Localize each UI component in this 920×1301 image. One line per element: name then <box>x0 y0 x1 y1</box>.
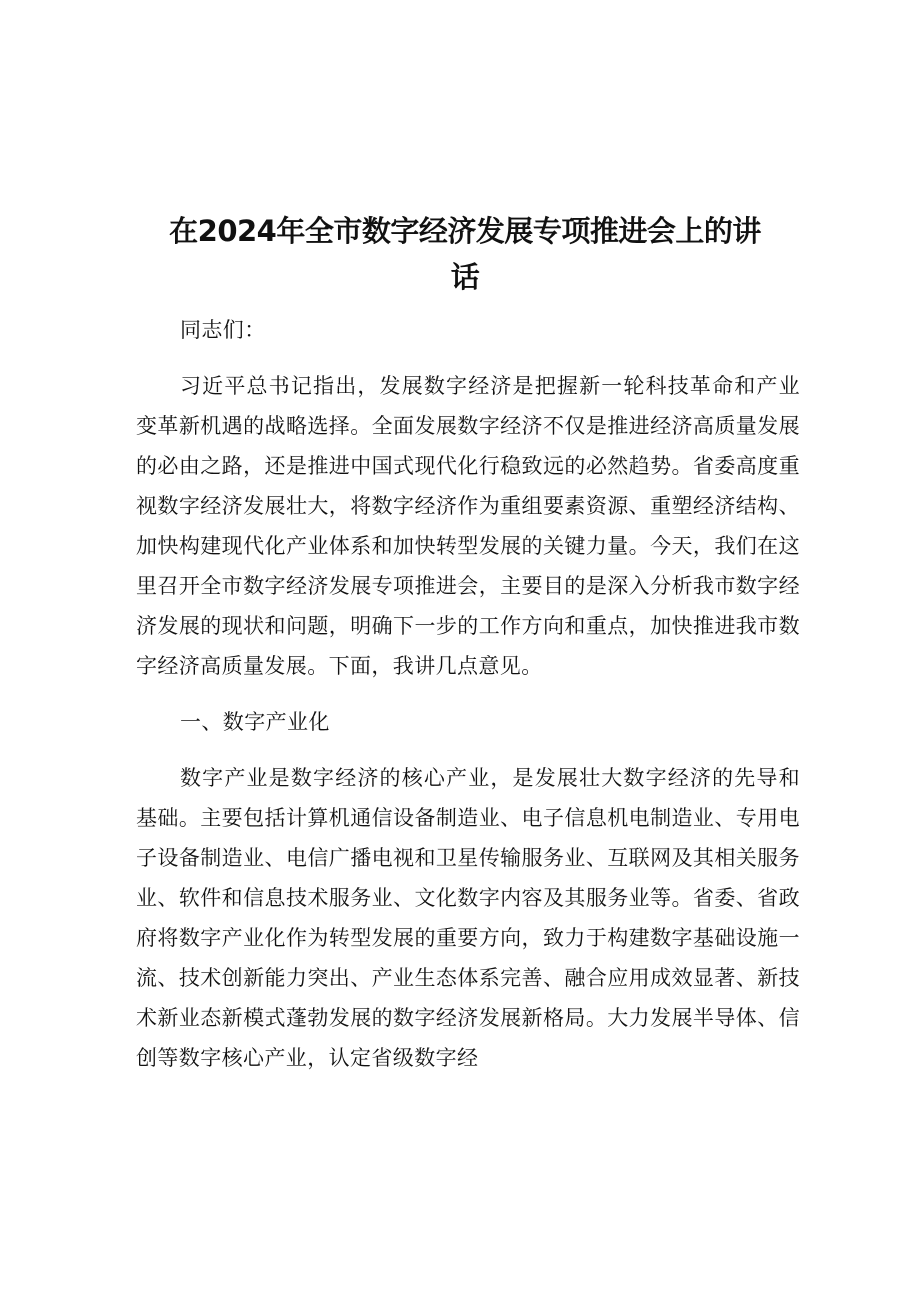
title-line-2: 话 <box>450 260 480 294</box>
document-body <box>136 310 800 1094</box>
title-line-1: 在2024年全市数字经济发展专项推进会上的讲 <box>169 214 761 248</box>
section-heading-1: 一、数字产业化 <box>180 710 330 734</box>
paragraph-intro: 习近平总书记指出，发展数字经济是把握新一轮科技革命和产业变革新机遇的战略选择。全面发展数字经济不仅是推进经济高质量发展的必由之路，还是推进中国式现代化行稳致远的必然趋势。省委高度重视数字经济发展壮大，将数字经济作为重组要素资源、重塑经济结构、加快构建现代化产业体系和加快转型发展的关键力量。今天，我们在这里召开全市数字经济发展专项推进会，主要目的是深入分析我市数字经济发展的现状和问题，明确下一步的工作方向和重点，加快推进我市数字经济高质量发展。下面，我讲几点意见。 <box>136 374 800 678</box>
paragraph-digital-industrialization: 数字产业是数字经济的核心产业，是发展壮大数字经济的先导和基础。主要包括计算机通信设备制造业、电子信息机电制造业、专用电子设备制造业、电信广播电视和卫星传输服务业、互联网及其相关服务业、软件和信息技术服务业、文化数字内容及其服务业等。省委、省政府将数字产业化作为转型发展的重要方向，致力于构建数字基础设施一流、技术创新能力突出、产业生态体系完善、融合应用成效显著、新技术新业态新模式蓬勃发展的数字经济发展新格局。大力发展半导体、信创等数字核心产业，认定省级数字经 <box>136 766 800 1070</box>
salutation: 同志们： <box>180 318 266 342</box>
document-title <box>120 208 810 300</box>
